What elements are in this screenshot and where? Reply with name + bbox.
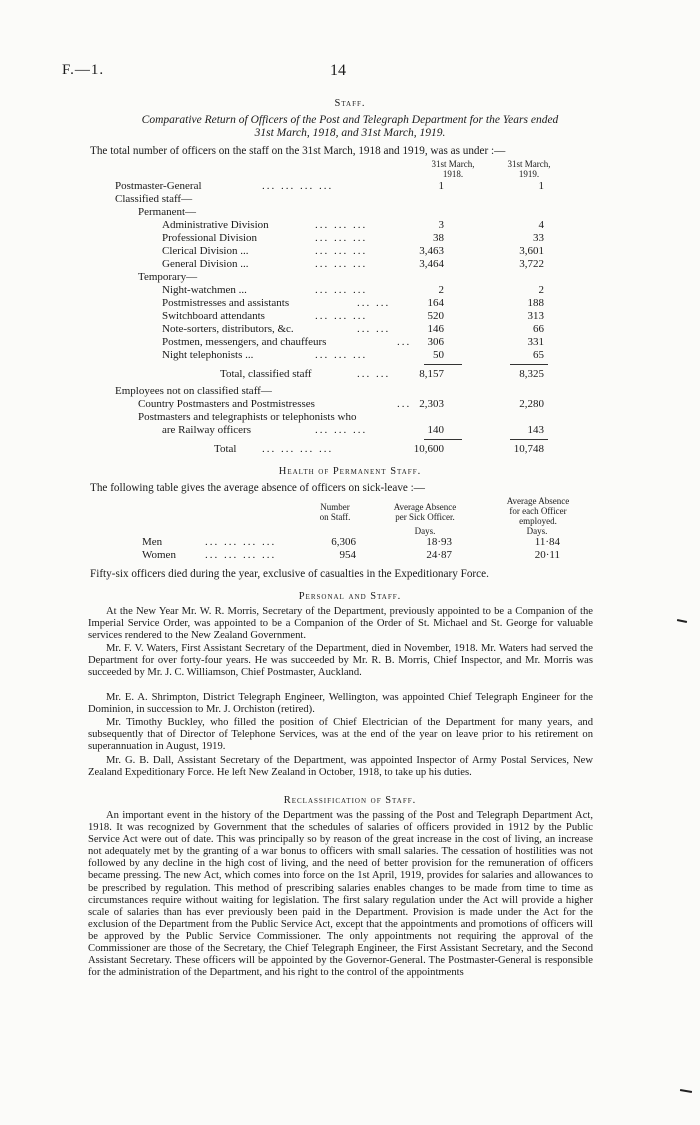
leader-dots: ... ... ... ...: [262, 443, 334, 455]
value-1919: 1: [538, 180, 544, 192]
value-1919: 3,722: [519, 258, 544, 270]
avg-per-sick: 24·87: [426, 549, 452, 561]
personal-paragraph: Mr. F. V. Waters, First Assistant Secretary of the Department, died in November, 1918. Mr. Waters had served the Department for over forty-four years. He was succeeded by Mr. R. B. Morris, Chief Inspector, and Mr. Morris was succeeded by Mr. J. C. Williamson, Chief Postmaster, Auckland.: [88, 643, 593, 679]
number-on-staff: 954: [339, 549, 356, 561]
value-1919: 33: [533, 232, 544, 244]
avg-per-sick: 18·93: [426, 536, 452, 548]
scan-mark: [677, 619, 687, 623]
col-header-1919: 31st March, 1919.: [507, 159, 551, 179]
scan-mark: [680, 1089, 692, 1093]
leader-dots: ... ... ...: [315, 310, 368, 322]
value-1918: 146: [427, 323, 444, 335]
days-label: Days.: [414, 526, 436, 536]
railway-label-line1: Postmasters and telegraphists or telephonists who: [138, 411, 357, 423]
leader-dots: ... ...: [357, 297, 391, 309]
value-1918: 3,463: [419, 245, 444, 257]
row-label: Administrative Division: [162, 219, 269, 231]
avg-each-officer: 11·84: [534, 536, 560, 548]
subtotal-rule-1919: [510, 364, 548, 365]
leader-dots: ... ... ...: [315, 424, 368, 436]
leader-dots: ...: [397, 336, 412, 348]
reclassification-paragraph: An important event in the history of the Department was the passing of the Post and Telegraph Department Act, 1918. It was recognized by Government that the schedules of salaries of officers provided in 1912 by the Public Service Act were out of date. This was principally so by reason of the great increase in the cost of living, an increase not adequately met by the granting of a war bonus to officers with small salaries. The cessation of hostilities was not followed by any decline in the high cost of living, and the need of better provision for the remuneration of officers became pressing. The new Act, which comes into force on the 1st April, 1919, provides for salaries and allowances to be prescribed by regulation. This method of prescribing salaries enables changes to be made from time to time as circumstances require without waiting for legislation. The first salary regulation under the Act will provide a higher scale of salaries than has ever previously been paid in the Department. Provision is made under the Act for the exclusion of the Department from the Public Service Act, except that the appointments and promotions of officers will be approved by the Public Service Commissioner. The only appointments not requiring the approval of the Commissioner are those of the Secretary, the Chief Telegraph Engineer, the First Assistant Secretary, and the Second Assistant Secretary. These officers will be appointed by the Governor-General. The Postmaster-General is responsible for the administration of the Department, and his right to the control of the appointments: [88, 810, 593, 979]
row-label: Night telephonists ...: [162, 349, 254, 361]
days-label: Days.: [526, 526, 548, 536]
value-1918: 50: [433, 349, 444, 361]
permanent-label: Permanent—: [138, 206, 197, 218]
health-heading: Health of Permanent Staff.: [278, 466, 422, 477]
avg-each-officer: 20·11: [534, 549, 560, 561]
document-reference: F.—1.: [62, 62, 105, 78]
value-1918: 38: [433, 232, 444, 244]
value-1919: 331: [527, 336, 544, 348]
row-label: Women: [142, 549, 176, 561]
value-1919: 143: [527, 424, 544, 436]
staff-subheading-line1: Comparative Return of Officers of the Post and Telegraph Department for the Years ended: [141, 114, 559, 126]
row-label: Postmistresses and assistants: [162, 297, 290, 309]
employees-label: Employees not on classified staff—: [115, 385, 272, 397]
deaths-note: Fifty-six officers died during the year, exclusive of casualties in the Expeditionary Force.: [90, 568, 489, 580]
col-header-avg-each: Average Absence for each Officer employed.: [506, 496, 570, 526]
staff-intro: The total number of officers on the staff on the 31st March, 1918 and 1919, was as under :—: [90, 145, 506, 157]
value-1918: 140: [427, 424, 444, 436]
staff-subheading-line2: 31st March, 1918, and 31st March, 1919.: [254, 127, 446, 139]
row-label: Total, classified staff: [220, 368, 312, 380]
reclassification-heading: Reclassification of Staff.: [283, 795, 417, 806]
leader-dots: ... ... ...: [315, 349, 368, 361]
personal-paragraph: Mr. G. B. Dall, Assistant Secretary of the Department, was appointed Inspector of Army Postal Services, New Zealand Expeditionary Force. He left New Zealand in October, 1918, to take up his duties.: [88, 755, 593, 779]
value-1918: 520: [427, 310, 444, 322]
col-header-number: Number on Staff.: [319, 502, 351, 522]
value-1919: 3,601: [519, 245, 544, 257]
row-label: Clerical Division ...: [162, 245, 249, 257]
leader-dots: ... ... ... ...: [262, 180, 334, 192]
total-rule-1919: [510, 439, 548, 440]
temporary-label: Temporary—: [138, 271, 198, 283]
leader-dots: ... ... ...: [315, 219, 368, 231]
leader-dots: ... ... ...: [315, 258, 368, 270]
value-1918: 2: [438, 284, 444, 296]
leader-dots: ...: [397, 398, 412, 410]
value-1918: 2,303: [419, 398, 444, 410]
leader-dots: ... ... ...: [315, 232, 368, 244]
value-1918: 10,600: [413, 443, 444, 455]
row-label: Postmen, messengers, and chauffeurs: [162, 336, 327, 348]
leader-dots: ... ...: [357, 368, 391, 380]
personal-paragraph: At the New Year Mr. W. R. Morris, Secretary of the Department, previously appointed to be a Companion of the Imperial Service Order, was appointed to be a Companion of the Order of St. Michael and St. George for valuable services rendered to the New Zealand Government.: [88, 606, 593, 642]
value-1919: 8,325: [519, 368, 544, 380]
value-1919: 313: [527, 310, 544, 322]
subtotal-rule-1918: [424, 364, 462, 365]
value-1918: 164: [427, 297, 444, 309]
value-1919: 188: [527, 297, 544, 309]
leader-dots: ... ... ...: [315, 245, 368, 257]
leader-dots: ... ...: [357, 323, 391, 335]
value-1919: 65: [533, 349, 544, 361]
number-on-staff: 6,306: [331, 536, 356, 548]
row-label: Men: [142, 536, 163, 548]
value-1918: 306: [427, 336, 444, 348]
row-label: Note-sorters, distributors, &c.: [162, 323, 294, 335]
row-label: Country Postmasters and Postmistresses: [138, 398, 315, 410]
value-1919: 10,748: [513, 443, 544, 455]
row-label: Switchboard attendants: [162, 310, 265, 322]
health-intro: The following table gives the average absence of officers on sick-leave :—: [90, 482, 425, 494]
row-label: Total: [214, 443, 237, 455]
row-label: Postmaster-General: [115, 180, 202, 192]
row-label: Night-watchmen ...: [162, 284, 247, 296]
row-label: General Division ...: [162, 258, 249, 270]
row-label: are Railway officers: [162, 424, 251, 436]
personal-paragraph: Mr. Timothy Buckley, who filled the position of Chief Electrician of the Department for many years, and subsequently that of Director of Telephone Services, was at the end of the year on leave prior to his retirement on superannuation in August, 1919.: [88, 717, 593, 753]
value-1918: 1: [438, 180, 444, 192]
row-label: Professional Division: [162, 232, 258, 244]
total-rule-1918: [424, 439, 462, 440]
value-1919: 2: [538, 284, 544, 296]
value-1918: 8,157: [419, 368, 444, 380]
value-1919: 2,280: [519, 398, 544, 410]
classified-staff-label: Classified staff—: [115, 193, 193, 205]
value-1918: 3: [438, 219, 444, 231]
value-1919: 4: [538, 219, 544, 231]
personal-heading: Personal and Staff.: [298, 591, 402, 602]
leader-dots: ... ... ...: [315, 284, 368, 296]
page-number: 14: [330, 62, 346, 79]
leader-dots: ... ... ... ...: [205, 549, 277, 561]
value-1918: 3,464: [419, 258, 444, 270]
value-1919: 66: [533, 323, 544, 335]
leader-dots: ... ... ... ...: [205, 536, 277, 548]
col-header-1918: 31st March, 1918.: [431, 159, 475, 179]
staff-heading: Staff.: [334, 98, 366, 109]
col-header-avg-sick: Average Absence per Sick Officer.: [393, 502, 457, 522]
personal-paragraph: Mr. E. A. Shrimpton, District Telegraph Engineer, Wellington, was appointed Chief Telegraph Engineer for the Dominion, in succession to Mr. J. Orchiston (retired).: [88, 692, 593, 716]
